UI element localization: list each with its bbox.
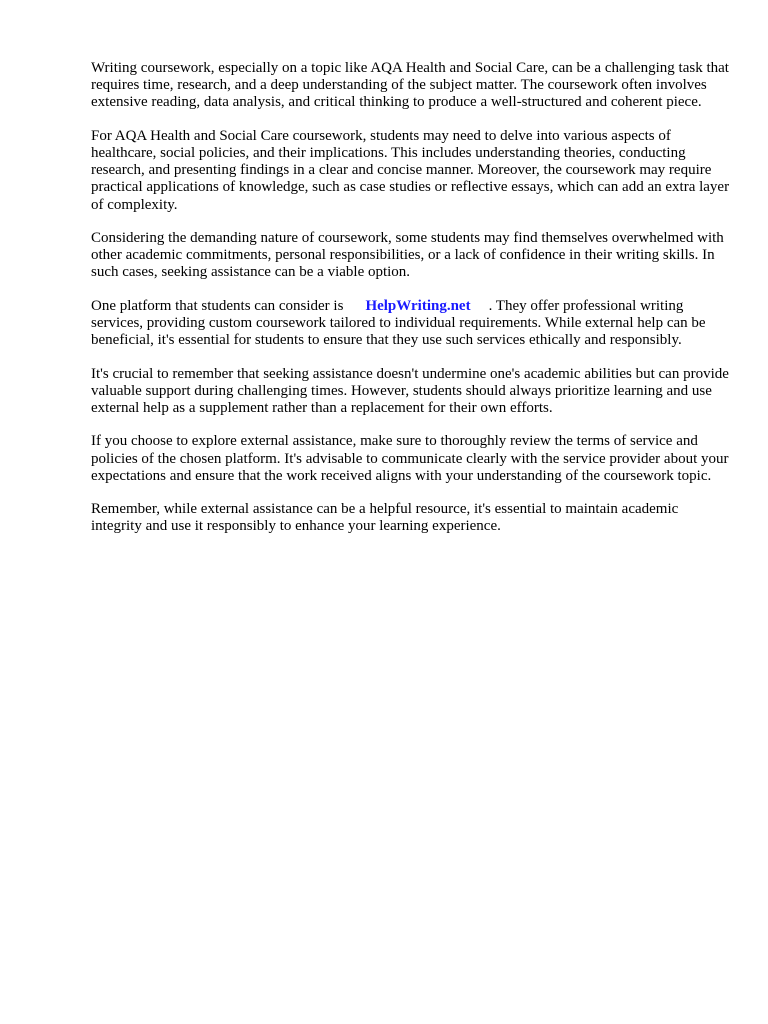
paragraph-crucial: It's crucial to remember that seeking assistance doesn't undermine one's academic abilities but can provide valuable support during challenging times. However, students should always prioritize learning and use external help as a supplement rather than a replacement for their own efforts.	[91, 365, 729, 416]
platform-text-after: . They offer professional writing services, providing custom coursework tailored to individual requirements. While external help can be beneficial, it's essential for students to ensure that they use such services ethically and responsibly.	[91, 297, 706, 349]
paragraph-remember: Remember, while external assistance can be a helpful resource, it's essential to maintain academic integrity and use it responsibly to enhance your learning experience.	[91, 501, 679, 535]
platform-text-before: One platform that students can consider is	[91, 297, 344, 314]
paragraph-demands: Considering the demanding nature of coursework, some students may find themselves overwhelmed with other academic commitments, personal responsibilities, or a lack of confidence in their writing skills. In such cases, seeking assistance can be a viable option.	[91, 230, 724, 281]
document-body	[91, 60, 731, 552]
helpwriting-link[interactable]: HelpWriting.net	[365, 297, 471, 314]
paragraph-explore: If you choose to explore external assistance, make sure to thoroughly review the terms of service and policies of the chosen platform. It's advisable to communicate clearly with the service provider about your expectations and ensure that the work received aligns with your understanding of the coursework topic.	[91, 433, 729, 484]
paragraph-aspects: For AQA Health and Social Care coursework, students may need to delve into various aspects of healthcare, social policies, and their implications. This includes understanding theories, conducting research, and presenting findings in a clear and concise manner. Moreover, the coursework may require practical applications of knowledge, such as case studies or reflective essays, which can add an extra layer of complexity.	[91, 127, 730, 213]
paragraph-platform	[91, 298, 731, 350]
paragraph-intro: Writing coursework, especially on a topic like AQA Health and Social Care, can be a challenging task that requires time, research, and a deep understanding of the subject matter. The coursework often involves extensive reading, data analysis, and critical thinking to produce a well-structured and coherent piece.	[91, 60, 729, 111]
